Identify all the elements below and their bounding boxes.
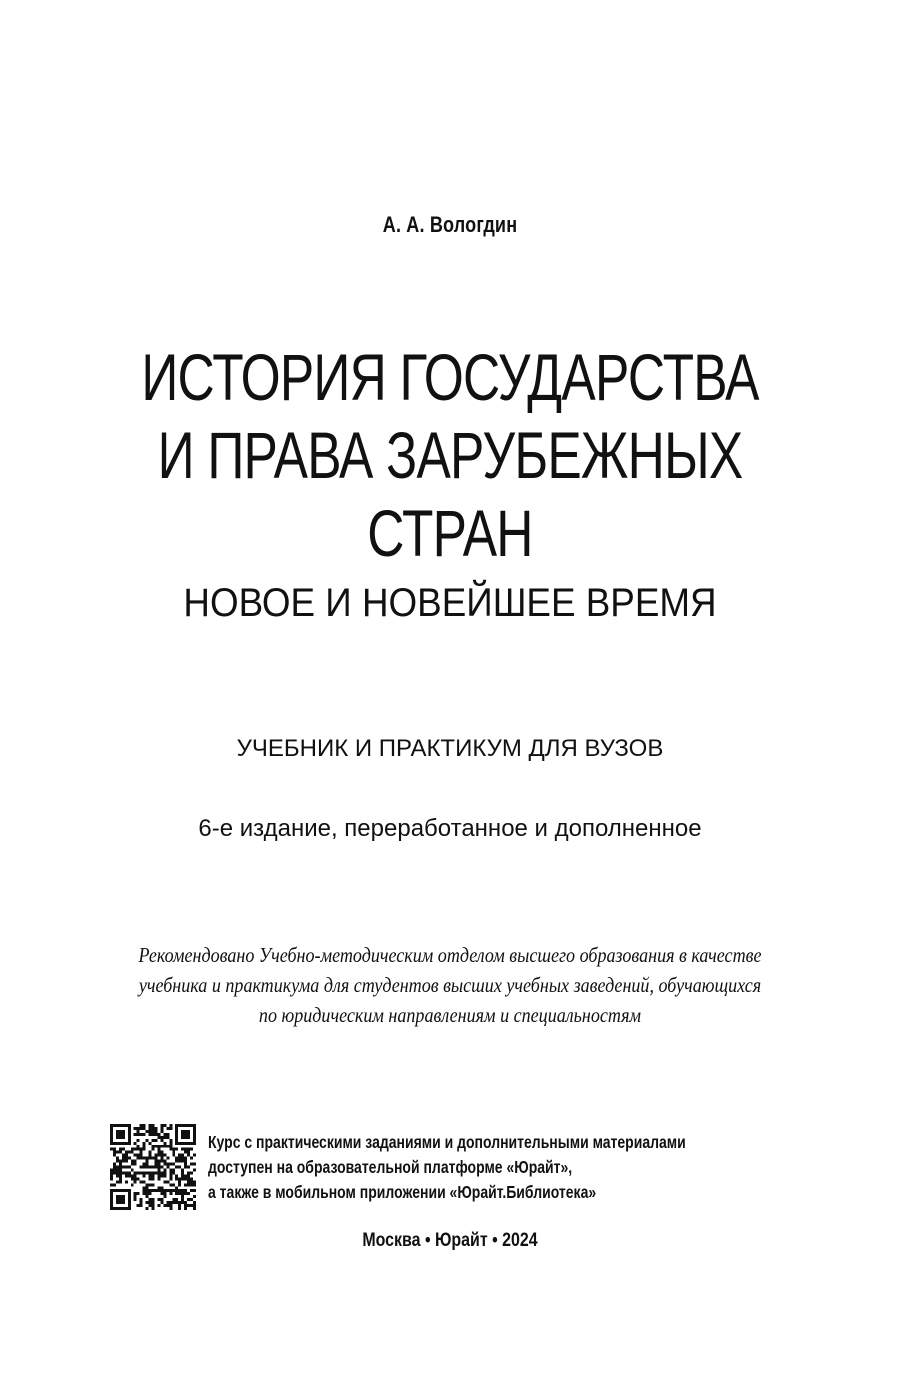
course-note-line-1: Курс с практическими заданиями и дополнительными материалами	[208, 1132, 686, 1152]
edition-info: 6-е издание, переработанное и дополненное	[198, 815, 702, 842]
author-name: А. А. Вологдин	[382, 212, 518, 237]
title-line-1: ИСТОРИЯ ГОСУДАРСТВА	[141, 340, 759, 414]
title-line-3: СТРАН	[367, 496, 533, 570]
book-title	[0, 338, 900, 572]
recommendation-note	[63, 940, 837, 1030]
recommendation-line-1: Рекомендовано Учебно-методическим отделом высшего образования в качестве	[138, 943, 762, 967]
title-line-2: И ПРАВА ЗАРУБЕЖНЫХ	[157, 418, 743, 492]
course-note-line-3: а также в мобильном приложении «Юрайт.Библиотека»	[208, 1182, 597, 1202]
book-type: УЧЕБНИК И ПРАКТИКУМ ДЛЯ ВУЗОВ	[236, 735, 664, 762]
recommendation-line-2: учебника и практикума для студентов высших учебных заведений, обучающихся	[138, 973, 762, 997]
publisher-imprint: Москва • Юрайт • 2024	[362, 1230, 538, 1251]
course-note	[208, 1130, 686, 1205]
qr-code-icon[interactable]	[110, 1124, 196, 1210]
recommendation-line-3: по юридическим направлениям и специальностям	[258, 1003, 642, 1027]
book-subtitle: НОВОЕ И НОВЕЙШЕЕ ВРЕМЯ	[183, 581, 717, 625]
course-note-line-2: доступен на образовательной платформе «Юрайт»,	[208, 1157, 573, 1177]
